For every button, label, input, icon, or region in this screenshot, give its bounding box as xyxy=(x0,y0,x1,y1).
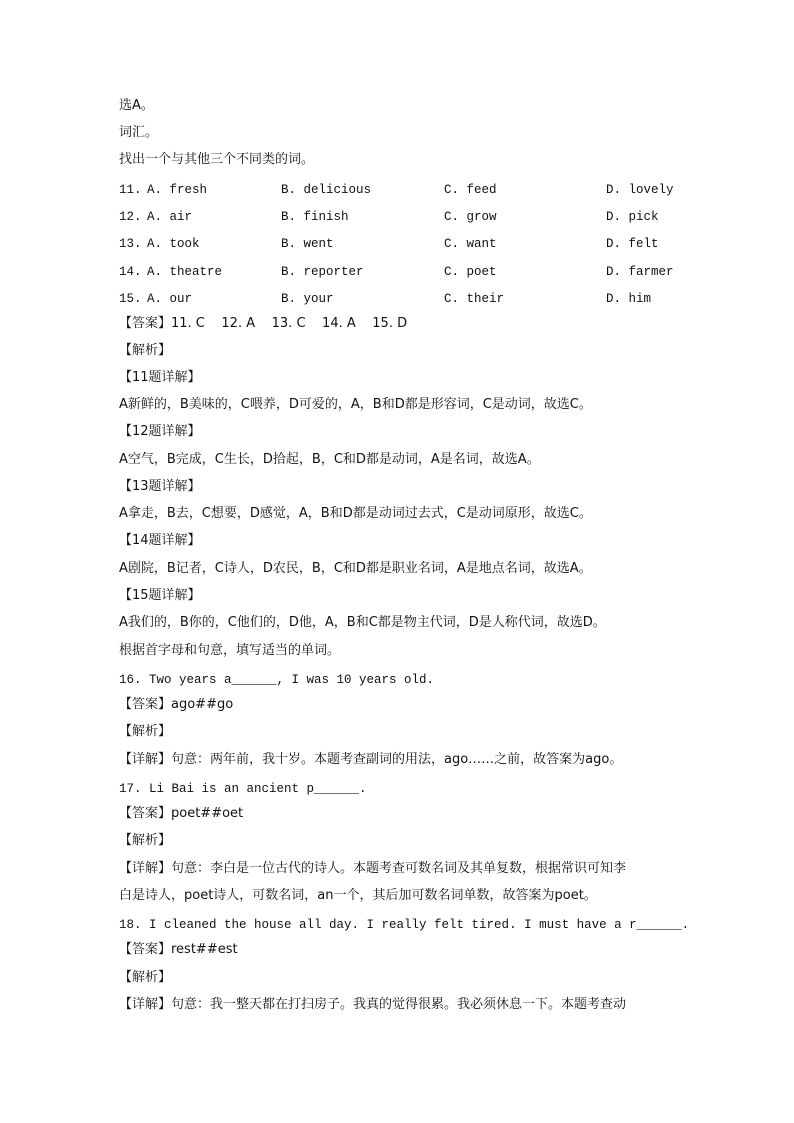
detail-heading-13: 【13题详解】 xyxy=(119,479,201,494)
detail-body-12: A空气，B完成，C生长，D拾起，B，C和D都是动词，A是名词，故选A。 xyxy=(119,452,540,467)
intro-line-1: 选A。 xyxy=(119,98,154,113)
option-c: C. poet xyxy=(444,265,497,279)
option-b: B. delicious xyxy=(281,183,372,197)
option-a: A. air xyxy=(147,210,193,224)
question-17-answer: 【答案】poet##oet xyxy=(119,806,244,821)
question-17-analysis: 【解析】 xyxy=(119,833,172,848)
option-a: A. fresh xyxy=(147,183,208,197)
option-d: D. him xyxy=(606,292,652,306)
detail-body-11: A新鲜的，B美味的，C喂养，D可爱的，A，B和D都是形容词，C是动词，故选C。 xyxy=(119,397,592,412)
question-16-analysis: 【解析】 xyxy=(119,724,172,739)
intro-line-3: 找出一个与其他三个不同类的词。 xyxy=(119,152,315,167)
option-d: D. lovely xyxy=(606,183,674,197)
option-c: C. grow xyxy=(444,210,497,224)
option-b: B. went xyxy=(281,237,334,251)
question-17-detail-line-1: 【详解】句意：李白是一位古代的诗人。本题考查可数名词及其单复数，根据常识可知李 xyxy=(119,861,627,876)
question-18-stem: 18. I cleaned the house all day. I really felt tired. I must have a r______. xyxy=(119,918,690,932)
answer-key-11-15: 【答案】11. C 12. A 13. C 14. A 15. D xyxy=(119,316,408,331)
option-b: B. your xyxy=(281,292,334,306)
detail-body-15: A我们的，B你的，C他们的，D他，A，B和C都是物主代词，D是人称代词，故选D。 xyxy=(119,615,606,630)
section-instructions: 根据首字母和句意，填写适当的单词。 xyxy=(119,643,341,658)
intro-line-2: 词汇。 xyxy=(119,125,159,140)
detail-heading-11: 【11题详解】 xyxy=(119,370,201,385)
option-c: C. their xyxy=(444,292,505,306)
option-a: A. our xyxy=(147,292,193,306)
detail-body-14: A剧院，B记者，C诗人，D农民，B，C和D都是职业名词，A是地点名词，故选A。 xyxy=(119,561,592,576)
option-d: D. felt xyxy=(606,237,659,251)
option-d: D. farmer xyxy=(606,265,674,279)
option-b: B. reporter xyxy=(281,265,364,279)
detail-heading-14: 【14题详解】 xyxy=(119,533,201,548)
question-18-answer: 【答案】rest##est xyxy=(119,942,238,957)
question-16-answer: 【答案】ago##go xyxy=(119,697,234,712)
detail-heading-15: 【15题详解】 xyxy=(119,588,201,603)
option-d: D. pick xyxy=(606,210,659,224)
question-18-analysis: 【解析】 xyxy=(119,970,172,985)
option-c: C. feed xyxy=(444,183,497,197)
option-a: A. theatre xyxy=(147,265,223,279)
question-17-stem: 17. Li Bai is an ancient p______. xyxy=(119,782,367,796)
question-18-detail: 【详解】句意：我一整天都在打扫房子。我真的觉得很累。我必须休息一下。本题考查动 xyxy=(119,997,627,1012)
detail-body-13: A拿走，B去，C想要，D感觉，A，B和D都是动词过去式，C是动词原形，故选C。 xyxy=(119,506,592,521)
option-c: C. want xyxy=(444,237,497,251)
analysis-heading: 【解析】 xyxy=(119,343,172,358)
question-number: 12. xyxy=(119,210,142,224)
question-16-detail: 【详解】句意：两年前，我十岁。本题考查副词的用法，ago……之前，故答案为ago。 xyxy=(119,752,623,767)
option-a: A. took xyxy=(147,237,200,251)
question-number: 11. xyxy=(119,183,142,197)
question-number: 14. xyxy=(119,265,142,279)
detail-heading-12: 【12题详解】 xyxy=(119,424,201,439)
question-number: 13. xyxy=(119,237,142,251)
question-number: 15. xyxy=(119,292,142,306)
question-16-stem: 16. Two years a______, I was 10 years old. xyxy=(119,673,435,687)
question-17-detail-line-2: 白是诗人，poet诗人，可数名词，an一个，其后加可数名词单数，故答案为poet。 xyxy=(119,888,597,903)
option-b: B. finish xyxy=(281,210,349,224)
